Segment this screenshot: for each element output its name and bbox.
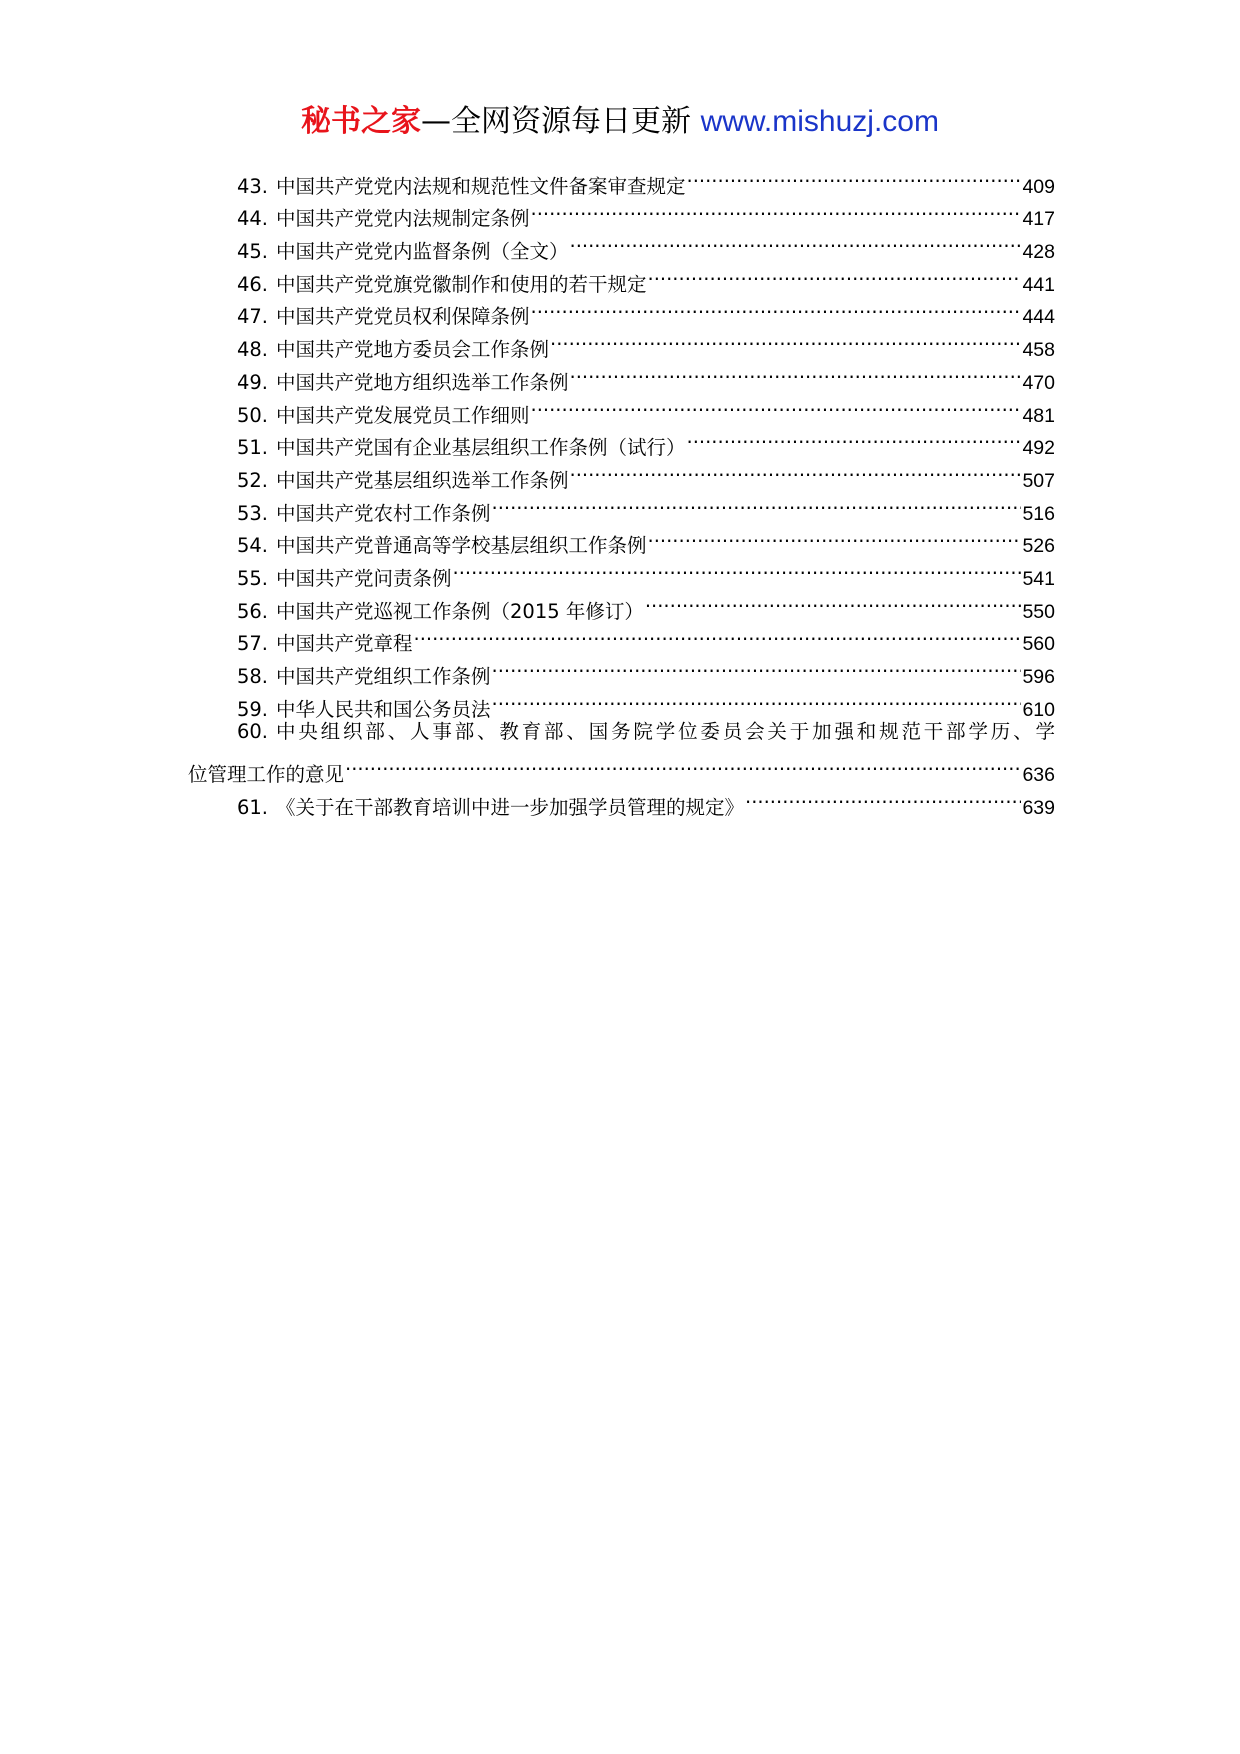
entry-number: 52. — [236, 468, 268, 492]
entry-number: 60. — [236, 719, 268, 743]
entry-page-number: 458 — [1022, 339, 1055, 362]
entry-number: 44. — [236, 207, 268, 231]
entry-number: 54. — [236, 534, 268, 558]
entry-number: 50. — [236, 403, 268, 427]
dot-leader — [453, 552, 1022, 585]
entry-title: 中国共产党基层组织选举工作条例 — [276, 468, 569, 492]
entry-page-number: 441 — [1022, 273, 1055, 296]
dot-leader — [345, 748, 1021, 781]
entry-number: 47. — [236, 305, 268, 329]
entry-number: 58. — [236, 665, 268, 688]
entry-title: 中国共产党党内法规和规范性文件备案审查规定 — [276, 174, 686, 198]
entry-number: 43. — [236, 174, 268, 198]
entry-number: 55. — [236, 566, 268, 590]
entry-page-number: 481 — [1022, 404, 1055, 427]
entry-number: 45. — [236, 240, 268, 264]
entry-page-number: 417 — [1022, 208, 1055, 231]
entry-title: 中华人民共和国公务员法 — [276, 697, 491, 721]
entry-number: 49. — [236, 370, 268, 394]
toc-entry-60[interactable] — [188, 716, 1055, 749]
dot-leader — [570, 225, 1022, 258]
entry-page-number: 409 — [1022, 175, 1055, 198]
entry-page-number: 526 — [1022, 535, 1055, 558]
entry-title: 中国共产党巡视工作条例（2015 年修订） — [276, 599, 644, 623]
dot-leader — [531, 291, 1022, 324]
entry-page-number: 610 — [1022, 698, 1055, 721]
entry-title: 中国共产党组织工作条例 — [276, 665, 491, 688]
dot-leader — [492, 487, 1022, 520]
entry-title-line-1: 中央组织部、人事部、教育部、国务院学位委员会关于加强和规范干部学历、学 — [276, 719, 1055, 743]
entry-title: 中国共产党问责条例 — [276, 566, 452, 590]
entry-title: 《关于在干部教育培训中进一步加强学员管理的规定》 — [276, 795, 745, 819]
entry-title-line-2: 位管理工作的意见 — [188, 763, 345, 787]
dot-leader — [570, 454, 1022, 487]
entry-title: 中国共产党党内监督条例（全文） — [276, 240, 569, 264]
site-header — [0, 100, 1240, 144]
entry-number: 46. — [236, 272, 268, 296]
entry-title: 中国共产党农村工作条例 — [276, 501, 491, 525]
entry-page-number: 444 — [1022, 306, 1055, 329]
entry-title: 中国共产党地方组织选举工作条例 — [276, 370, 569, 394]
dot-leader — [645, 585, 1022, 618]
entry-page-number: 560 — [1022, 633, 1055, 656]
entry-page-number: 428 — [1022, 241, 1055, 264]
entry-number: 48. — [236, 338, 268, 362]
entry-title: 中国共产党党旗党徽制作和使用的若干规定 — [276, 272, 647, 296]
dot-leader — [648, 258, 1022, 291]
toc-entry-60-continuation[interactable] — [188, 748, 1055, 787]
header-tagline: —全网资源每日更新 — [421, 104, 701, 139]
entry-title: 中国共产党普通高等学校基层组织工作条例 — [276, 534, 647, 558]
entry-number: 51. — [236, 436, 268, 460]
entry-page-number: 507 — [1022, 469, 1055, 492]
dot-leader — [414, 618, 1022, 651]
entry-title: 中国共产党章程 — [276, 632, 413, 656]
dot-leader — [550, 323, 1021, 356]
entry-number: 59. — [236, 697, 268, 721]
dot-leader — [531, 389, 1022, 422]
entry-page-number: 596 — [1022, 666, 1055, 688]
entry-title: 中国共产党党员权利保障条例 — [276, 305, 530, 329]
dot-leader — [687, 422, 1022, 455]
entry-page-number: 470 — [1022, 371, 1055, 394]
entry-page-number: 516 — [1022, 502, 1055, 525]
dot-leader — [687, 160, 1022, 193]
dot-leader — [570, 356, 1022, 389]
entry-number: 61. — [236, 795, 268, 819]
dot-leader — [648, 520, 1022, 553]
dot-leader — [492, 650, 1022, 683]
entry-number: 53. — [236, 501, 268, 525]
entry-page-number: 550 — [1022, 600, 1055, 623]
brand-name: 秘书之家 — [301, 104, 422, 139]
table-of-contents — [188, 160, 1055, 819]
entry-title: 中国共产党党内法规制定条例 — [276, 207, 530, 231]
entry-title: 中国共产党国有企业基层组织工作条例（试行） — [276, 436, 686, 460]
entry-title: 中国共产党地方委员会工作条例 — [276, 338, 550, 362]
entry-number: 56. — [236, 599, 268, 623]
dot-leader — [492, 683, 1022, 716]
entry-page-number: 639 — [1022, 796, 1055, 819]
dot-leader — [745, 781, 1021, 814]
entry-page-number: 636 — [1022, 764, 1055, 787]
toc-entry-43[interactable] — [188, 160, 1055, 198]
entry-title: 中国共产党发展党员工作细则 — [276, 403, 530, 427]
dot-leader — [531, 193, 1022, 226]
entry-page-number: 541 — [1022, 567, 1055, 590]
entry-number: 57. — [236, 632, 268, 656]
entry-page-number: 492 — [1022, 437, 1055, 460]
site-url-link[interactable]: www.mishuzj.com — [700, 105, 939, 138]
